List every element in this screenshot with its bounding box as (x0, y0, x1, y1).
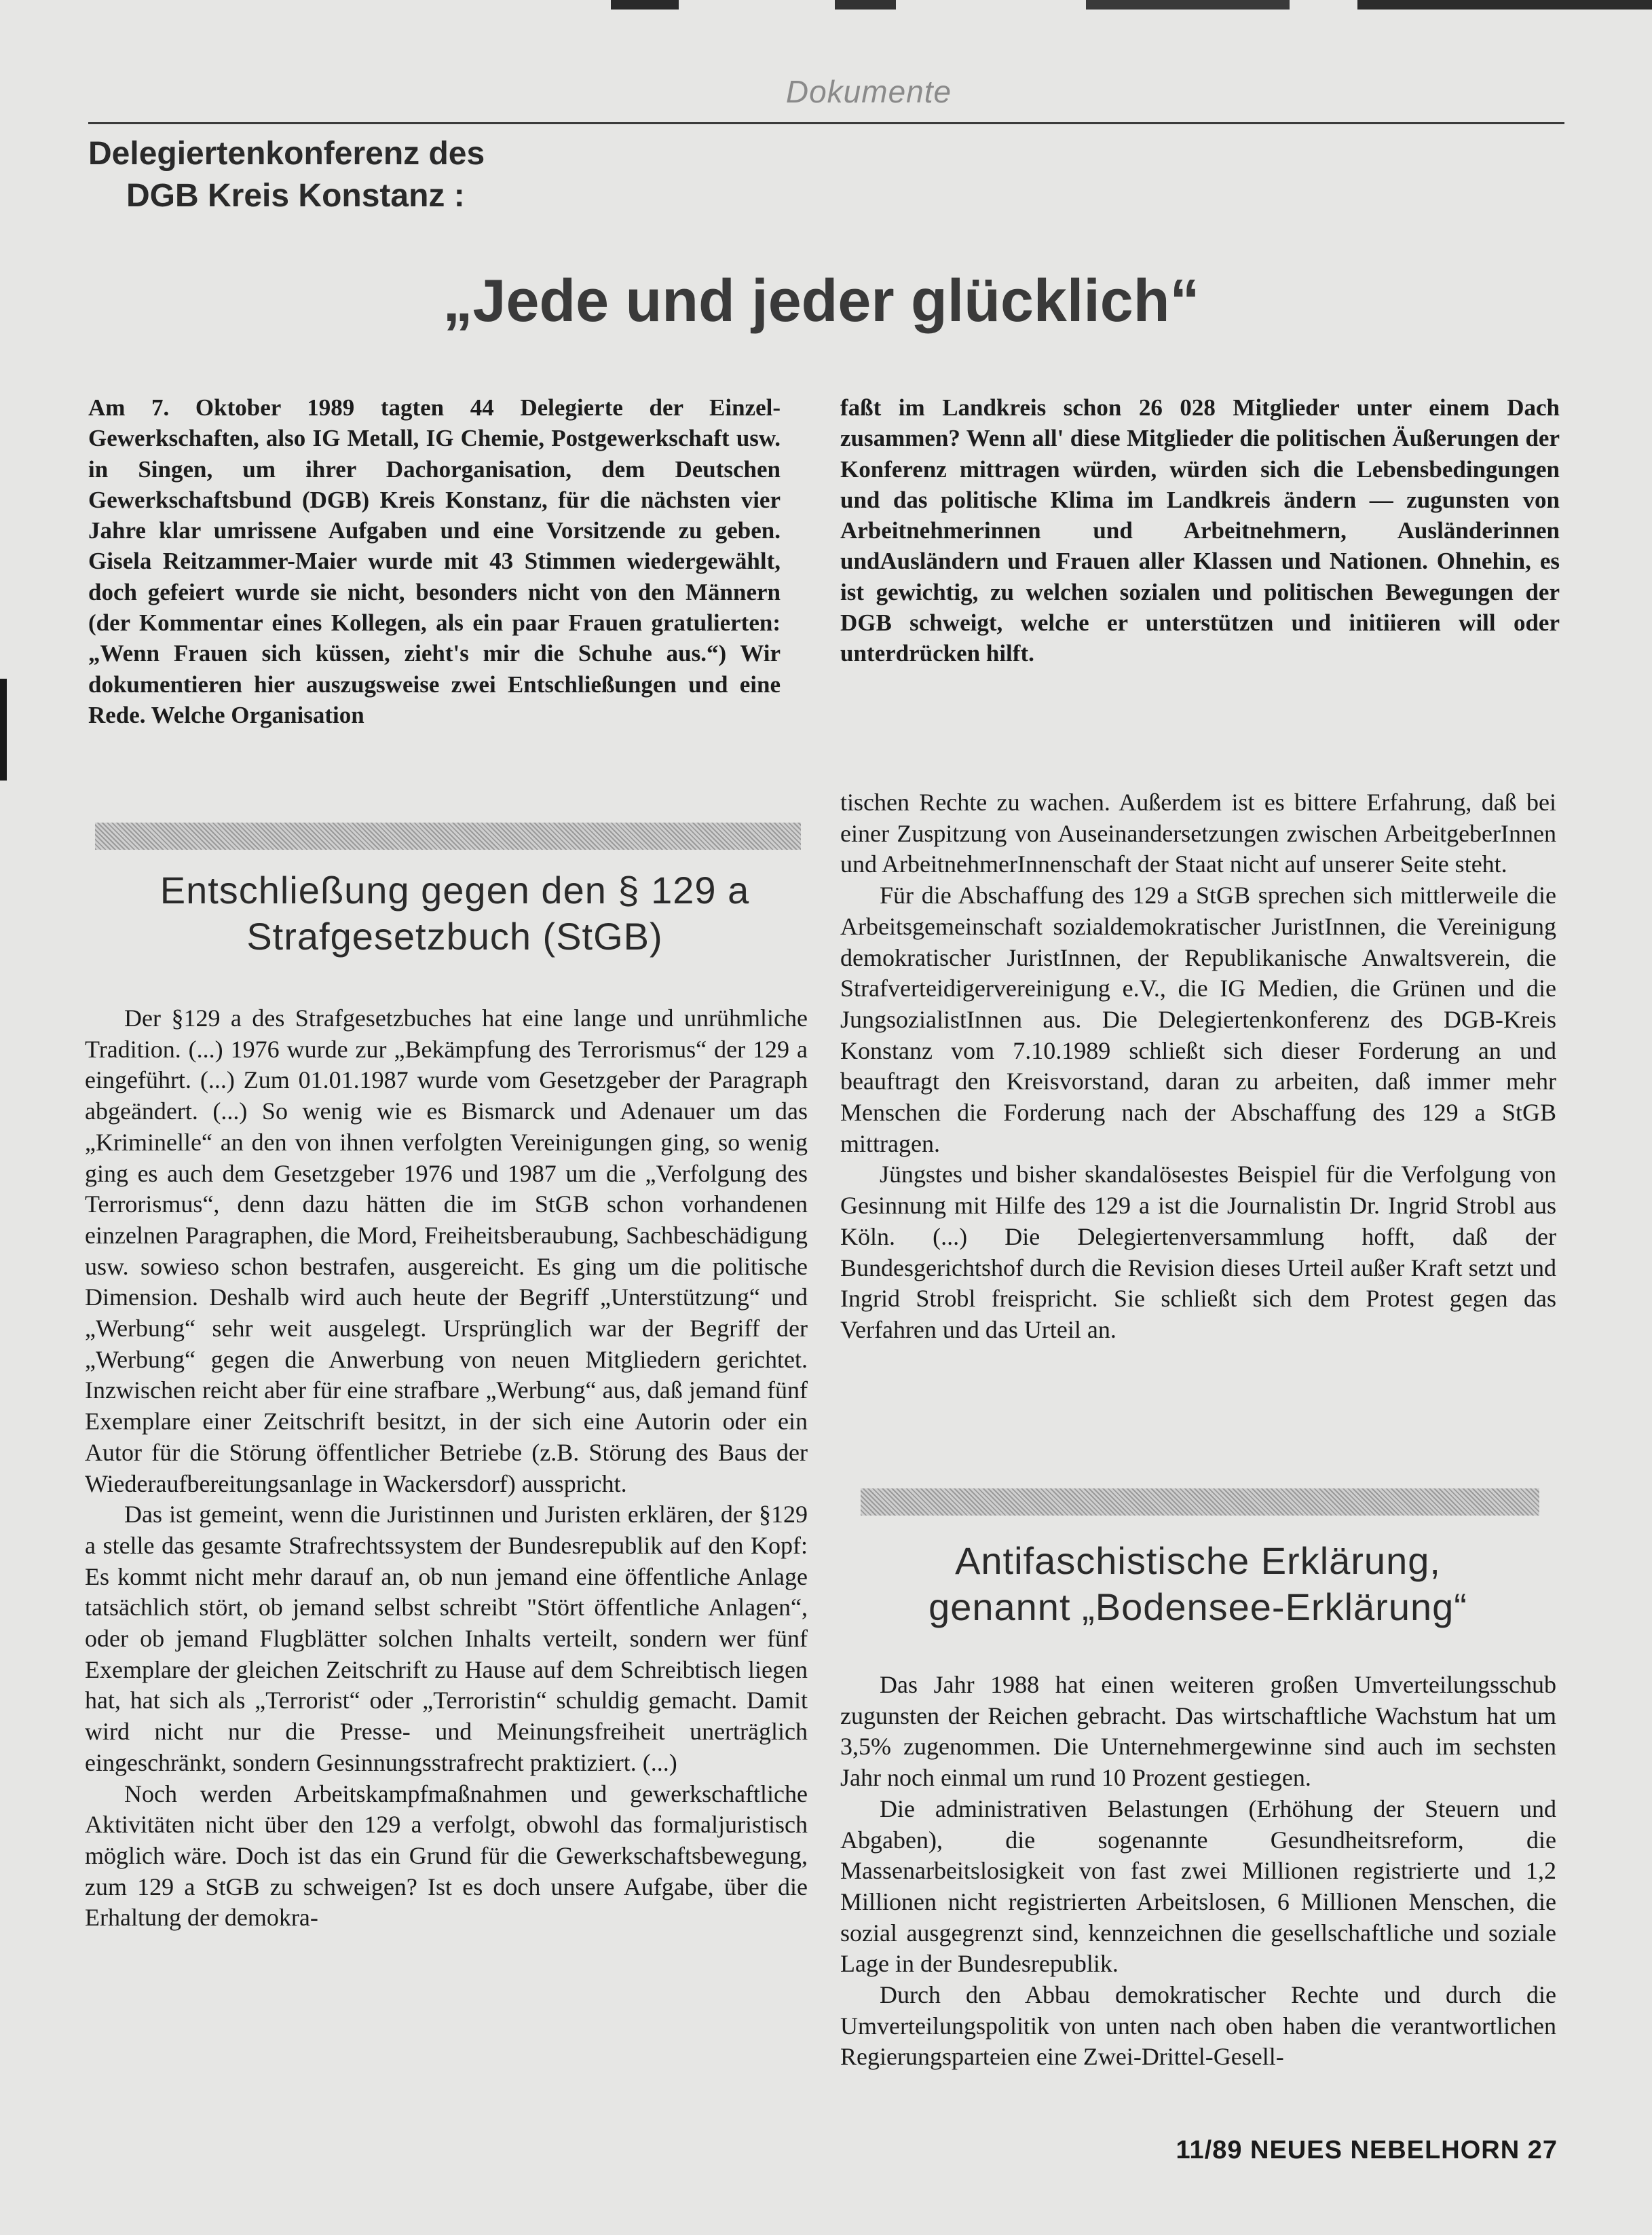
article1-shade-bar (95, 823, 801, 850)
headline: „Jede und jeder glücklich“ (443, 267, 1200, 334)
article2-paragraph: Das Jahr 1988 hat einen weiteren großen Umverteilungsschub zugunsten der Reichen gebracht. Das wirtschaftliche Wachstum hat um 3,5% zugenommen. Die Unternehmergewinne sind auch im sechsten Jahr noch einmal um rund 10 Prozent gestiegen. (840, 1671, 1556, 1792)
article2-paragraph: Durch den Abbau demokratischer Rechte und durch die Umverteilungspolitik von unten nach oben haben die verantwortlichen Regierungsparteien eine Zwei-Drittel-Gesell- (840, 1981, 1556, 2071)
article1-heading-line-2: Strafgesetzbuch (StGB) (246, 915, 663, 958)
article2-paragraph: Die administrativen Belastungen (Erhöhung der Steuern und Abgaben), die sogenannte Gesundheitsreform, die Massenarbeitslosigkeit von fast zwei Millionen registrierte und 1,2 Millionen nicht registrierten Arbeitslosen, 6 Millionen Menschen, die sozial ausgegrenzt sind, kennzeichnen die gesellschaftliche und soziale Lage in der Bundesrepublik. (840, 1795, 1556, 1978)
scan-left-mark (0, 679, 7, 781)
article1-heading (81, 867, 828, 960)
kicker-line-1: Delegiertenkonferenz des (88, 136, 485, 172)
kicker (88, 133, 699, 217)
header-rule (88, 122, 1564, 124)
section-label: Dokumente (785, 74, 952, 109)
article2-heading-line-2: genannt „Bodensee-Erklärung“ (928, 1585, 1467, 1628)
article2-heading-line-1: Antifaschistische Erklärung, (955, 1539, 1441, 1582)
article1-paragraph: Noch werden Arbeitskampfmaßnahmen und gewerkschaftliche Aktivitäten nicht über den 129 a verfolgt, obwohl das formaljuristisch möglich wäre. Doch ist das ein Grund für die Gewerkschaftsbewegung, zum 129 a StGB zu schweigen? Ist es doch unsere Aufgabe, über die Erhaltung der demokra- (85, 1780, 808, 1932)
article1-paragraph: Der §129 a des Strafgesetzbuches hat eine lange und unrühmliche Tradition. (...) 1976 wurde zur „Bekämpfung des Terrorismus“ der 129 a eingeführt. (...) Zum 01.01.1987 wurde vom Gesetzgeber der Paragraph abgeändert. (...) So wenig wie es Bismarck und Adenauer um das „Kriminelle“ an den von ihnen verfolgten Vereinigungen ging, so wenig ging es auch dem Gesetzgeber 1976 und 1987 um die „Verfolgung des Terrorismus“, denn dazu hätten die im StGB schon vorhandenen einzelnen Paragraphen, die Mord, Freiheitsberaubung, Sachbeschädigung usw. sowieso schon bestrafen, ausgereicht. Es ging um die politische Dimension. Deshalb wird auch heute der Begriff „Unterstützung“ und „Werbung“ sehr weit ausgelegt. Ursprünglich war der Begriff der „Werbung“ gegen die Anwerbung von neuen Mitgliedern gerichtet. Inzwischen reicht aber für eine strafbare „Werbung“ aus, daß jemand fünf Exemplare einer Zeitschrift besitzt, in der sich eine Autorin oder ein Autor für die Störung öffentlicher Betriebe (z.B. Störung des Baus der Wiederaufbereitungsanlage in Wackersdorf) ausspricht. (85, 1004, 808, 1497)
article1-continuation: tischen Rechte zu wachen. Außerdem ist es bittere Erfahrung, daß bei einer Zuspitzung von Auseinandersetzungen zwischen ArbeitgeberInnen und ArbeitnehmerInnenschaft der Staat nicht auf unserer Seite steht. (840, 789, 1556, 878)
intro-right-column (840, 392, 1560, 669)
article2-heading (855, 1538, 1541, 1630)
article1-paragraph: Für die Abschaffung des 129 a StGB sprechen sich mittlerweile die Arbeitsgemeinschaft sozialdemokratischer JuristInnen, die Vereinigung demokratischer JuristInnen, der Republikanische Anwaltsverein, die Strafverteidigervereinigung e.V., die IG Medien, die Grünen und die JungsozialistInnen aus. Die Delegiertenkonferenz des DGB-Kreis Konstanz vom 7.10.1989 schließt sich dieser Forderung an und beauftragt den Kreisvorstand, daran zu arbeiten, daß immer mehr Menschen die Forderung nach der Abschaffung des 129 a StGB mittragen. (840, 882, 1556, 1157)
intro-left-text: Am 7. Oktober 1989 tagten 44 Delegierte der Einzel-Gewerkschaften, also IG Metall, IG Chemie, Postgewerkschaft usw. in Singen, um ihrer Dachorganisation, dem Deutschen Gewerkschaftsbund (DGB) Kreis Konstanz, für die nächsten vier Jahre klar umrissene Aufgaben und eine Vorsitzende zu geben. Gisela Reitzammer-Maier wurde mit 43 Stimmen wiedergewählt, doch gefeiert wurde sie nicht, besonders nicht von den Männern (der Kommentar eines Kollegen, als ein paar Frauen gratulierten: „Wenn Frauen sich küssen, zieht's mir die Schuhe aus.“) Wir dokumentieren hier auszugsweise zwei Entschließungen und eine Rede. Welche Organisation (88, 394, 781, 728)
article1-paragraph: Das ist gemeint, wenn die Juristinnen und Juristen erklären, der §129 a stelle das gesamte Strafrechtssystem der Bundesrepublik auf den Kopf: Es kommt nicht mehr darauf an, ob nun jemand eine öffentliche Anlage tatsächlich stört, ob jemand selbst schreibt "Stört öffentliche Anlagen“, oder ob jemand Flugblätter solchen Inhalts verteilt, sondern wer fünf Exemplare der gleichen Zeitschrift zu Hause auf dem Schreibtisch liegen hat, hat sich als „Terrorist“ oder „Terroristin“ schuldig gemacht. Damit wird nicht nur die Presse- und Meinungsfreiheit unerträglich eingeschränkt, sondern Gesinnungsstrafrecht praktiziert. (...) (85, 1501, 808, 1776)
article2-shade-bar (861, 1488, 1539, 1516)
page-footer: 11/89 NEUES NEBELHORN 27 (1176, 2136, 1558, 2164)
intro-left-column (88, 392, 781, 730)
scan-top-edge (0, 0, 1652, 10)
article1-right-column (840, 787, 1556, 1346)
intro-right-text: faßt im Landkreis schon 26 028 Mitglieder unter einem Dach zusammen? Wenn all' diese Mitglieder die politischen Äußerungen der Konferenz mittragen würden, würden sich die Lebensbedingungen und das politische Klima im Landkreis ändern — zugunsten von Arbeitnehmerinnen und Arbeitnehmern, Ausländerinnen undAusländern und Frauen aller Klassen und Nationen. Ohnehin, es ist gewichtig, zu welchen sozialen und politischen Bewegungen der DGB schweigt, welche er unterstützen und initiieren will oder unterdrücken hilft. (840, 394, 1560, 667)
article1-heading-line-1: Entschließung gegen den § 129 a (159, 869, 750, 912)
article1-paragraph: Jüngstes und bisher skandalösestes Beispiel für die Verfolgung von Gesinnung mit Hilfe des 129 a ist die Journalistin Dr. Ingrid Strobl aus Köln. (...) Die Delegiertenversammlung hofft, daß der Bundesgerichtshof durch die Revision dieses Urteil außer Kraft setzt und Ingrid Strobl freispricht. Sie schließt sich dem Protest gegen das Verfahren und das Urteil an. (840, 1161, 1556, 1343)
article2-column (840, 1670, 1556, 2073)
kicker-line-2: DGB Kreis Konstanz : (126, 178, 465, 214)
article1-left-column (85, 1003, 808, 1934)
